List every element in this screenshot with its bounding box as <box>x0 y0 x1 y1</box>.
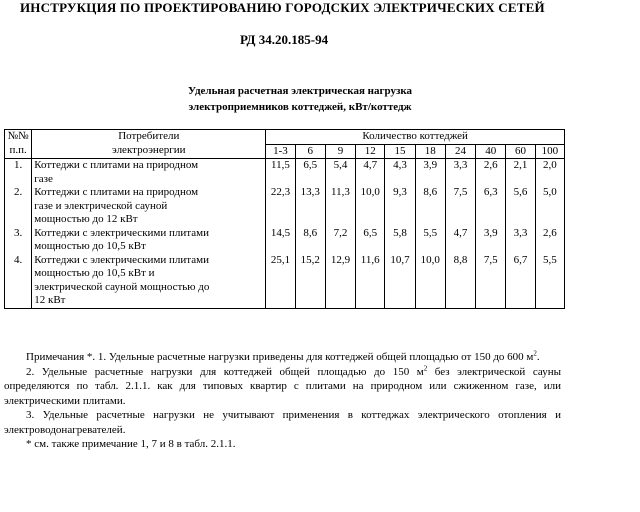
load-value: 3,3 <box>445 159 475 187</box>
row-number: 1. <box>5 159 32 187</box>
count-header: 1-3 <box>266 144 295 159</box>
load-value: 12,9 <box>325 254 355 309</box>
load-value: 8,8 <box>445 254 475 309</box>
count-header: 9 <box>325 144 355 159</box>
load-value: 5,5 <box>415 227 445 254</box>
consumer-line: газе <box>34 172 53 185</box>
note-1-end: . <box>536 351 540 363</box>
note-4: * см. также примечание 1, 7 и 8 в табл. 2.1.1. <box>26 438 236 450</box>
row-consumer <box>32 186 266 227</box>
note-1-superscript: 2 <box>533 349 537 358</box>
consumer-line: мощностью до 12 кВт <box>34 213 138 225</box>
table-row <box>5 186 565 227</box>
consumer-line: мощностью до 10,5 кВт <box>34 240 146 252</box>
row-consumer <box>32 159 266 187</box>
note-2-text: 2. Удельные расчетные нагрузки для коттеджей общей площадью до 150 м <box>26 365 424 378</box>
load-value: 10,0 <box>415 254 445 309</box>
consumer-line: Коттеджи с плитами на природном <box>34 159 199 171</box>
load-value: 11,3 <box>325 186 355 227</box>
load-value: 22,3 <box>266 186 295 227</box>
col-header-number-line1: №№ <box>7 130 29 142</box>
load-value: 6,7 <box>506 254 535 309</box>
col-header-consumer-line2: электроэнергии <box>112 143 186 156</box>
load-value: 14,5 <box>266 227 295 254</box>
table-row <box>5 227 565 254</box>
caption-line-1: Удельная расчетная электрическая нагрузка <box>187 85 413 97</box>
table-row <box>5 254 565 309</box>
notes-block <box>4 350 561 452</box>
count-header: 100 <box>535 144 564 159</box>
load-value: 7,5 <box>445 186 475 227</box>
row-consumer <box>32 227 266 254</box>
load-value: 9,3 <box>385 186 415 227</box>
col-header-consumer <box>32 130 266 159</box>
load-value: 4,7 <box>356 159 385 187</box>
consumer-line: 12 кВт <box>34 294 66 306</box>
document-code: РД 34.20.185-94 <box>240 32 329 47</box>
load-value: 5,0 <box>535 186 564 227</box>
table-caption <box>120 83 480 115</box>
note-2 <box>4 365 561 409</box>
row-consumer <box>32 254 266 309</box>
load-value: 5,8 <box>385 227 415 254</box>
load-value: 15,2 <box>295 254 325 309</box>
load-value: 6,5 <box>356 227 385 254</box>
note-2-superscript: 2 <box>423 363 428 372</box>
consumer-line: электрической сауной мощностью до <box>34 280 210 293</box>
load-value: 6,3 <box>476 186 506 227</box>
load-value: 5,6 <box>506 186 535 227</box>
note-3: 3. Удельные расчетные нагрузки не учитывают применения в коттеджах электрического отопления и электроводонагревателей. <box>4 409 561 436</box>
consumer-line: Коттеджи с электрическими плитами <box>34 226 209 239</box>
load-value: 3,9 <box>476 227 506 254</box>
caption-line-2: электроприемников коттеджей, кВт/коттедж <box>188 101 412 113</box>
count-header: 24 <box>445 144 475 159</box>
count-header: 6 <box>295 144 325 159</box>
load-value: 4,7 <box>445 227 475 254</box>
load-value: 4,3 <box>385 159 415 187</box>
load-value: 5,5 <box>535 254 564 309</box>
note-1-text: Примечания *. 1. Удельные расчетные нагрузки приведены для коттеджей общей площадью от 150 до 600 м <box>26 351 534 363</box>
count-header: 60 <box>506 144 535 159</box>
consumer-line: Коттеджи с электрическими плитами <box>34 253 209 266</box>
note-2-end: без электрической сауны определяются по табл. 2.1.1. как для типовых квартир с плитами на природном или сжиженном газе, или электрическими плитами. <box>4 365 561 407</box>
load-value: 10,0 <box>356 186 385 227</box>
count-header: 12 <box>356 144 385 159</box>
row-number: 4. <box>5 254 32 309</box>
col-header-number-line2: п.п. <box>9 143 27 156</box>
consumer-line: Коттеджи с плитами на природном <box>34 186 199 198</box>
load-value: 2,0 <box>535 159 564 187</box>
load-value: 3,9 <box>415 159 445 187</box>
load-value: 8,6 <box>295 227 325 254</box>
load-value: 2,6 <box>535 227 564 254</box>
load-value: 5,4 <box>325 159 355 187</box>
load-value: 2,1 <box>506 159 535 187</box>
load-value: 11,6 <box>356 254 385 309</box>
load-value: 13,3 <box>295 186 325 227</box>
consumer-line: газе и электрической сауной <box>34 199 168 212</box>
count-header: 15 <box>385 144 415 159</box>
col-header-number <box>5 130 32 159</box>
note-1 <box>4 350 561 365</box>
col-header-count: Количество коттеджей <box>266 130 565 145</box>
load-value: 2,6 <box>476 159 506 187</box>
load-value: 25,1 <box>266 254 295 309</box>
row-number: 2. <box>5 186 32 227</box>
load-value: 7,2 <box>325 227 355 254</box>
load-value: 11,5 <box>266 159 295 187</box>
load-table <box>4 129 565 309</box>
consumer-line: мощностью до 10,5 кВт и <box>34 267 155 279</box>
load-value: 10,7 <box>385 254 415 309</box>
load-value: 3,3 <box>506 227 535 254</box>
table-row <box>5 159 565 187</box>
row-number: 3. <box>5 227 32 254</box>
document-title: ИНСТРУКЦИЯ ПО ПРОЕКТИРОВАНИЮ ГОРОДСКИХ ЭЛЕКТРИЧЕСКИХ СЕТЕЙ <box>20 0 545 15</box>
count-header: 40 <box>476 144 506 159</box>
load-value: 8,6 <box>415 186 445 227</box>
load-value: 6,5 <box>295 159 325 187</box>
col-header-consumer-line1: Потребители <box>118 130 180 142</box>
count-header: 18 <box>415 144 445 159</box>
load-value: 7,5 <box>476 254 506 309</box>
